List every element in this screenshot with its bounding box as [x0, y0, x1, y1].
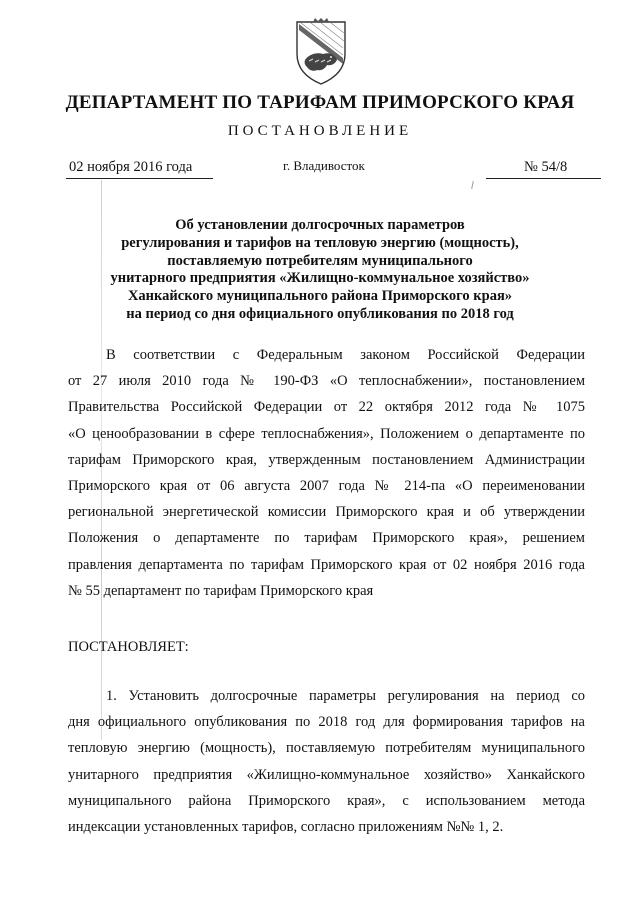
document-city: г. Владивосток [283, 158, 365, 173]
preamble-line: правления департамента по тарифам Приморского края от 02 ноября 2016 года [68, 556, 585, 573]
item-line: тепловую энергию (мощность), поставляемую потребителям муниципального [68, 740, 585, 757]
department-title: ДЕПАРТАМЕНТ ПО ТАРИФАМ ПРИМОРСКОГО КРАЯ [65, 92, 575, 113]
subject-line: Об установлении долгосрочных параметров [175, 217, 465, 233]
subject-line: унитарного предприятия «Жилищно-коммунальное хозяйство» [110, 270, 530, 287]
item-line: индексации установленных тарифов, согласно приложениям №№ 1, 2. [68, 819, 504, 836]
coat-of-arms-icon [291, 18, 351, 86]
preamble-paragraph [68, 342, 585, 604]
preamble-line: от 27 июля 2010 года № 190-ФЗ «О теплоснабжении», постановлением [68, 373, 585, 390]
preamble-line: Положения о департаменте по тарифам Приморского края», решением [68, 530, 585, 547]
preamble-line: Приморского края от 06 августа 2007 года № 214-па «О переименовании [68, 478, 585, 495]
preamble-line: В соответствии с Федеральным законом Российской Федерации [106, 347, 585, 363]
number-underline [486, 178, 601, 179]
document-number: № 54/8 [524, 159, 568, 175]
item-line: унитарного предприятия «Жилищно-коммунальное хозяйство» Ханкайского [68, 766, 585, 783]
preamble-line: № 55 департамент по тарифам Приморского края [68, 582, 374, 599]
item-line: муниципального района Приморского края», с использованием метода [68, 792, 585, 809]
scan-mark [471, 181, 474, 189]
resolves-heading: ПОСТАНОВЛЯЕТ: [68, 639, 189, 655]
document-type: ПОСТАНОВЛЕНИЕ [227, 123, 413, 139]
document-subject [100, 217, 540, 324]
date-underline [66, 178, 213, 179]
subject-line: регулирования и тарифов на тепловую энергию (мощность), [121, 234, 519, 251]
preamble-line: региональной энергетической комиссии Приморского края и об утверждении [68, 504, 585, 521]
item-1-paragraph [68, 683, 585, 840]
preamble-line: Правительства Российской Федерации от 22 октября 2012 года № 1075 [68, 399, 585, 416]
item-line: 1. Установить долгосрочные параметры регулирования на период со [106, 688, 585, 704]
subject-line: на период со дня официального опубликования по 2018 год [126, 305, 514, 322]
item-line: дня официального опубликования по 2018 год для формирования тарифов на [68, 714, 585, 731]
document-date: 02 ноября 2016 года [69, 159, 193, 175]
subject-line: Ханкайского муниципального района Приморского края» [127, 288, 513, 305]
subject-line: поставляемую потребителям муниципального [167, 252, 473, 269]
preamble-line: тарифам Приморского края, утвержденным постановлением Администрации [68, 451, 585, 468]
preamble-line: «О ценообразовании в сфере теплоснабжения», Положением о департаменте по [68, 425, 585, 442]
